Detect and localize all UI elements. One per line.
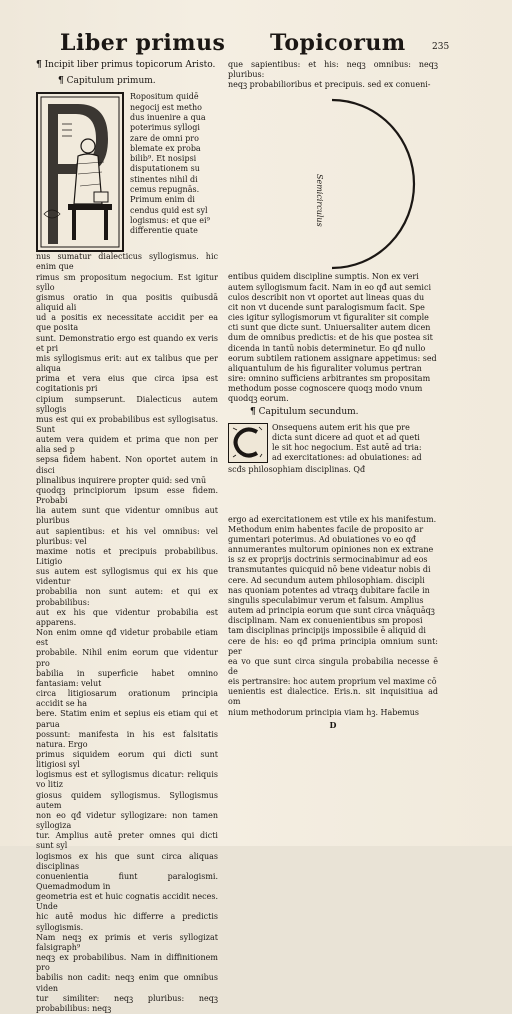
text-line: cit non vt ducende sunt paralogismum facit. Spe — [228, 302, 425, 312]
chapter-heading — [58, 76, 218, 86]
text-line: uenientis est dialectice. Eris.n. sit inquisitiua ad om — [228, 687, 438, 707]
header-right-title: Topicorum — [270, 30, 406, 56]
text-line: logismus est et syllogismus dicatur: reliquis vo litiz — [36, 770, 218, 790]
paragraph-mark-icon: ¶ — [36, 60, 42, 70]
text-line: sire: omnino sufficiens arbitrantes sm propositam — [228, 374, 431, 384]
paragraph-mark-icon: ¶ — [250, 406, 256, 417]
text-line: logismus: et que ei⁹ — [130, 215, 210, 225]
text-line: cipium sumpserunt. Dialecticus autem syllogis — [36, 394, 218, 414]
chapter-heading-text: Capitulum primum. — [66, 76, 156, 87]
text-line: lia autem sunt que videntur omnibus aut pluribus — [36, 506, 218, 526]
text-line: differentie quate — [130, 226, 198, 236]
text-line: is sz ex proprijs doctrinis sermocinabimur ad eos — [228, 555, 428, 565]
text-under-initial-2 — [228, 465, 438, 475]
text-line: aut ex his que videntur probabilia est apparens. — [36, 607, 218, 627]
text-line: singulis speculabimur verum et falsum. Amplius — [228, 595, 424, 605]
text-line: geometria est et huic cognatis accidit neces. Unde — [36, 892, 218, 912]
woodcut-initial-p-illustration — [36, 92, 124, 252]
text-line: sunt. Demonstratio ergo est quando ex veris et pri — [36, 333, 218, 353]
text-line: culos describit non vt oportet aut lineas quas du — [228, 292, 425, 302]
text-line: cere. Ad secundum autem philosophiam. discipli — [228, 575, 425, 585]
right-column-body — [228, 515, 438, 730]
text-line: babilia in superficie habet omnino fantasiam: velut — [36, 668, 218, 688]
text-line: aliquantulum de his figuraliter volumus pertran — [228, 363, 422, 373]
text-line: sepsa fidem habent. Non oportet autem in disci — [36, 455, 218, 475]
text-line: circa litigiosarum orationum principia accidit se ha — [36, 689, 218, 709]
text-line: eorum subtilem rationem assignare appetimus: sed — [228, 353, 437, 363]
text-line: cemus repugnās. — [130, 184, 200, 194]
text-line: ergo ad exercitationem est vtile ex his manifestum. — [228, 514, 437, 524]
woodcut-initial-block — [36, 92, 218, 252]
semicircle-icon — [228, 94, 438, 272]
paragraph-mark-icon: ¶ — [58, 76, 64, 87]
text-line: poterimus syllogi — [130, 123, 200, 133]
text-line: cendus quid est syl — [130, 205, 208, 215]
folio-number: 235 — [432, 42, 450, 52]
text-line: ea vo que sunt circa singula probabilia necesse ē de — [228, 656, 438, 676]
right-column — [228, 60, 438, 730]
left-column — [36, 60, 218, 1014]
text-line: methodum posse cognoscere quoqꝫ modo vnum — [228, 384, 423, 394]
text-line: scđs philosophiam disciplinas. Qđ — [228, 464, 366, 474]
catchword: D — [329, 719, 337, 730]
incipit-text: Incipit liber primus topicorum Aristo. — [44, 60, 216, 70]
text-line: tur. Amplius autē preter omnes qui dicti sunt syl — [36, 831, 218, 851]
text-line: cies igitur syllogismorum vt figuraliter sit comple — [228, 313, 429, 323]
text-line: ud a positis ex necessitate accidit per ea que posita — [36, 313, 218, 333]
text-line: plinalibus inquirere propter quid: sed vnū — [36, 475, 207, 485]
text-line: stinentes nihil di — [130, 174, 198, 184]
decorated-initial-c-illustration — [228, 423, 268, 463]
text-line: Methodum enim habentes facile de proposito ar — [228, 524, 424, 534]
text-line: dum de omnibus predictis: et de his que postea sit — [228, 333, 433, 343]
text-line: tur similiter: neqꝫ pluribus: neqꝫ probabilibus: neqꝫ — [36, 993, 218, 1013]
text-line: tam disciplinas principijs impossibile ē aliquid di — [228, 626, 426, 636]
text-line: mus est qui ex probabilibus est syllogisatus. Sunt — [36, 414, 218, 434]
text-line: conuenientia fiunt paralogismi. Quemadmodum in — [36, 871, 218, 891]
text-line: Nam neqꝫ ex primis et veris syllogizat falsigraph⁹ — [36, 932, 218, 952]
text-line: blemate ex proba — [130, 143, 201, 153]
text-line: entibus quidem discipline sumptis. Non ex veri — [228, 272, 419, 282]
text-line: Onsequens autem erit his que pre — [272, 422, 410, 432]
woodcut-scholar-icon — [38, 94, 122, 250]
text-line: annumerantes multorum opiniones non ex extrane — [228, 545, 434, 555]
text-line: cere de his: eo qđ prima principia omnium sunt: per — [228, 636, 438, 656]
text-line: Ropositum quidē — [130, 92, 199, 102]
text-line: disputationem su — [130, 164, 200, 174]
text-line: que sapientibus: et his: neqꝫ omnibus: neqꝫ pluribus: — [228, 60, 438, 80]
text-line: giosus quidem syllogismus. Syllogismus autem — [36, 790, 218, 810]
text-line: hic autē modus hic differre a predictis syllogismis. — [36, 912, 218, 932]
incipit-line — [36, 60, 218, 70]
decorated-c-icon — [229, 424, 266, 461]
chapter-2-initial-block — [228, 423, 438, 515]
text-line: dicta sunt dicere ad quot et ad queti — [272, 432, 420, 442]
text-line: ad exercitationes: ad obuiationes: ad — [272, 453, 422, 463]
text-line: prima et vera eius que circa ipsa est cogitationis pri — [36, 374, 218, 394]
text-line: Non enim omne qđ videtur probabile etiam est — [36, 628, 218, 648]
text-line: possunt: manifesta in his est falsitatis natura. Ergo — [36, 729, 218, 749]
text-line: neqꝫ ex probabilibus. Nam in diffinitionem pro — [36, 953, 218, 973]
text-line: logismos ex his que sunt circa aliquas disciplinas — [36, 851, 218, 871]
text-line: neqꝫ probabilioribus et precipuis. sed ex conueni- — [228, 80, 431, 90]
left-column-body — [36, 252, 218, 1014]
text-line: dus inuenire a qua — [130, 112, 206, 122]
text-beside-initial — [130, 92, 218, 236]
text-line: probabilia non sunt autem: et qui ex probabilibus: — [36, 587, 218, 607]
text-line: rimus sm propositum negocium. Est igitur syllo — [36, 272, 218, 292]
chapter-2-heading — [250, 407, 438, 417]
text-line: probabile. Nihil enim eorum que videntur pro — [36, 648, 218, 668]
running-header — [0, 30, 512, 60]
text-line: gismus oratio in qua positis quibusdā aliquid ali — [36, 292, 218, 313]
text-line: nus sumatur dialecticus syllogismus. hic enim que — [36, 252, 218, 272]
text-line: bilib⁹. Et nosipsi — [130, 154, 197, 164]
text-line: nas quoniam potentes ad vtraqꝫ dubitare facile in — [228, 585, 430, 595]
semicircle-label: Semicirculus — [315, 174, 324, 228]
text-line: non eo qđ videtur syllogizare: non tamen syllogiza — [36, 810, 218, 831]
text-line: eis pertransire: hoc autem proprium vel maxime cō — [228, 677, 437, 687]
text-line: mis syllogismus erit: aut ex talibus que per aliqua — [36, 353, 218, 374]
text-line: babilis non cadit: neqꝫ enim que omnibus viden — [36, 973, 218, 993]
text-line: zare de omni pro — [130, 133, 199, 143]
right-column-middle — [228, 272, 438, 404]
text-line: gumentari poterimus. Ad obuiationes vo eo qđ — [228, 534, 417, 544]
text-line: maxime notis et precipuis probabilibus. Litigio — [36, 546, 218, 566]
text-line: autem vera quidem et prima que non per alia sed p — [36, 435, 218, 455]
chapter-2-heading-text: Capitulum secundum. — [258, 406, 359, 417]
text-line: sus autem est syllogismus qui ex his que videntur — [36, 567, 218, 587]
header-left-title: Liber primus — [60, 30, 226, 56]
text-line: quodqꝫ principiorum ipsum esse fidem. Probabi — [36, 485, 218, 506]
text-line: negocij est metho — [130, 102, 202, 112]
text-line: bere. Statim enim et sepius eis etiam qui et parua — [36, 709, 218, 729]
text-line: Primum enim di — [130, 195, 195, 205]
text-line: autem ad principia eorum que sunt circa vnāquāqꝫ — [228, 606, 435, 616]
text-line: transmutantes quicquid nō bene videatur nobis di — [228, 565, 431, 575]
text-line: quodqꝫ eorum. — [228, 394, 289, 404]
text-line: dicenda in tantū nobis determinetur. Eo qđ nullo — [228, 343, 426, 353]
text-line: cti sunt que dicte sunt. Uniuersaliter autem dicen — [228, 323, 431, 333]
text-beside-initial-2 — [272, 423, 438, 464]
text-line: nium methodorum principia viam hꝫ. Habemus — [228, 707, 419, 717]
text-line: aut sapientibus: et his vel omnibus: vel pluribus: vel — [36, 526, 218, 546]
text-line: disciplinam. Nam ex conuenientibus sm proposi — [228, 616, 423, 626]
text-line: primus siquidem eorum qui dicti sunt litigiosi syl — [36, 749, 218, 770]
text-line: autem syllogismum facit. Nam in eo qđ aut semici — [228, 282, 432, 292]
semicircle-diagram — [228, 94, 438, 272]
text-line: le sit hoc negocium. Est autē ad tria: — [272, 442, 422, 452]
